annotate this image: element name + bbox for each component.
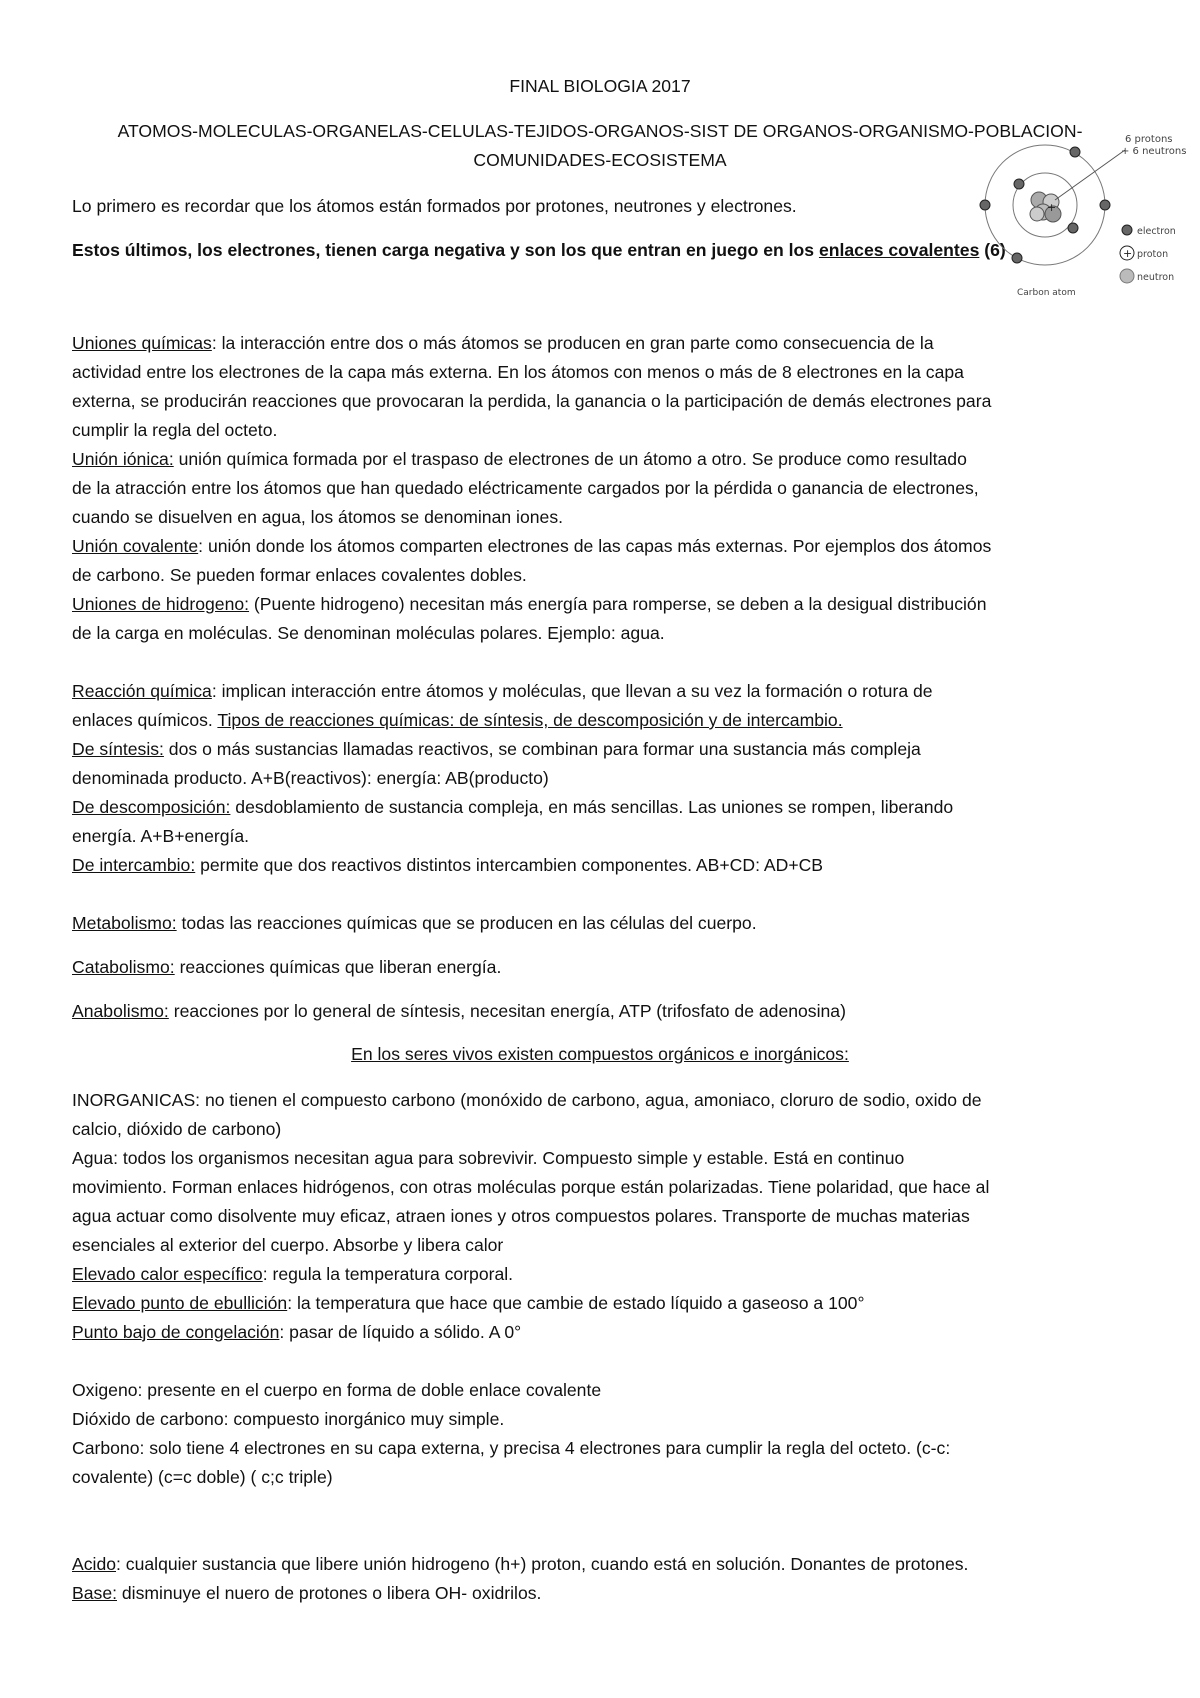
paragraph-line	[72, 793, 953, 822]
body-text: INORGANICAS: no tienen el compuesto carbono (monóxido de carbono, agua, amoniaco, cloruro de sodio, oxido de	[72, 1090, 982, 1110]
figure-caption: Carbon atom	[1017, 288, 1076, 298]
intro-line	[72, 236, 1006, 265]
paragraph-line	[72, 1086, 982, 1115]
body-text: Dióxido de carbono: compuesto inorgánico muy simple.	[72, 1409, 505, 1429]
body-text: dos o más sustancias llamadas reactivos, se combinan para formar una sustancia más compleja	[163, 739, 921, 759]
body-text: movimiento. Forman enlaces hidrógenos, con otras moléculas porque están polarizadas. Tiene polaridad, que hace al	[72, 1177, 990, 1197]
body-text: disminuye el nuero de protones o libera OH- oxidrilos.	[117, 1583, 542, 1603]
body-text: permite que dos reactivos distintos intercambien componentes. AB+CD: AD+CB	[195, 855, 824, 875]
paragraph-line	[72, 851, 823, 880]
term-heading: De intercambio:	[72, 855, 196, 875]
body-text: calcio, dióxido de carbono)	[72, 1119, 282, 1139]
carbon-atom-figure	[975, 120, 1187, 300]
paragraph-line	[72, 503, 563, 532]
paragraph-line	[72, 1260, 513, 1289]
paragraph-line	[72, 329, 934, 358]
body-text: : pasar de líquido a sólido. A 0°	[279, 1322, 522, 1342]
term-heading: De descomposición:	[72, 797, 231, 817]
document-title	[0, 72, 1200, 101]
body-text: (Puente hidrogeno) necesitan más energía para romperse, se deben a la desigual distribución	[249, 594, 987, 614]
term-heading: Unión covalente	[72, 536, 199, 556]
body-text: cuando se disuelven en agua, los átomos se denominan iones.	[72, 507, 564, 527]
electron-legend-icon	[1122, 225, 1132, 235]
paragraph-line	[72, 1202, 970, 1231]
paragraph-line	[72, 997, 846, 1026]
body-text: Agua: todos los organismos necesitan agua para sobrevivir. Compuesto simple y estable. Está en continuo	[72, 1148, 905, 1168]
nucleus	[1030, 192, 1061, 222]
paragraph-line	[72, 474, 979, 503]
covalent-bonds-term: enlaces covalentes	[818, 240, 980, 260]
body-text: enlaces químicos.	[72, 710, 218, 730]
term-heading: Unión iónica:	[72, 449, 174, 469]
term-heading: Acido	[72, 1554, 117, 1574]
paragraph-line	[72, 1289, 864, 1318]
title-text: FINAL BIOLOGIA 2017	[509, 76, 691, 96]
body-text: : regula la temperatura corporal.	[262, 1264, 514, 1284]
body-text: cumplir la regla del octeto.	[72, 420, 278, 440]
svg-text:+: +	[1047, 201, 1057, 214]
paragraph-line	[72, 677, 933, 706]
term-heading: Catabolismo:	[72, 957, 175, 977]
paragraph-line	[72, 1579, 541, 1608]
callout-text: + 6 neutrons	[1121, 146, 1187, 157]
intro-text: Lo primero es recordar que los átomos están formados por protones, neutrones y electrones.	[72, 196, 797, 216]
paragraph-line	[72, 619, 665, 648]
paragraph-line	[72, 416, 277, 445]
paragraph-line	[72, 706, 843, 735]
term-heading: Uniones de hidrogeno:	[72, 594, 250, 614]
paragraph-line	[72, 1318, 521, 1347]
paragraph-line	[72, 1115, 281, 1144]
body-text: : la interacción entre dos o más átomos se producen en gran parte como consecuencia de la	[211, 333, 934, 353]
paragraph-line	[72, 590, 986, 619]
paragraph-line	[72, 764, 549, 793]
svg-text:+: +	[1123, 247, 1133, 260]
paragraph-line	[72, 445, 967, 474]
body-text: esenciales al exterior del cuerpo. Absorbe y libera calor	[72, 1235, 504, 1255]
term-heading: Elevado calor específico	[72, 1264, 263, 1284]
body-text: covalente) (c=c doble) ( c;c triple)	[72, 1467, 333, 1487]
hierarchy-text-1: ATOMOS-MOLECULAS-ORGANELAS-CELULAS-TEJIDOS-ORGANOS-SIST DE ORGANOS-ORGANISMO-POBLACION-	[117, 121, 1083, 141]
body-text: energía. A+B+energía.	[72, 826, 250, 846]
body-text: unión química formada por el traspaso de electrones de un átomo a otro. Se produce como resultado	[173, 449, 967, 469]
paragraph-line	[72, 1463, 333, 1492]
body-text: Oxigeno: presente en el cuerpo en forma de doble enlace covalente	[72, 1380, 602, 1400]
term-heading: Metabolismo:	[72, 913, 177, 933]
body-text: actividad entre los electrones de la capa más externa. En los átomos con menos o más de 8 electrones en la capa	[72, 362, 964, 382]
callout-text: 6 protons	[1125, 134, 1173, 145]
paragraph-line	[72, 1434, 950, 1463]
intro-text: (6)	[979, 240, 1006, 260]
callout-line	[1055, 150, 1125, 200]
term-heading: Anabolismo:	[72, 1001, 169, 1021]
term-heading: Punto bajo de congelación	[72, 1322, 280, 1342]
body-text: : la temperatura que hace que cambie de estado líquido a gaseoso a 100°	[287, 1293, 865, 1313]
body-text: denominada producto. A+B(reactivos): energía: AB(producto)	[72, 768, 549, 788]
compounds-heading: En los seres vivos existen compuestos orgánicos e inorgánicos:	[351, 1044, 849, 1064]
paragraph-line	[72, 1173, 989, 1202]
body-text: de la atracción entre los átomos que han quedado eléctricamente cargados por la pérdida o ganancia de electrones,	[72, 478, 979, 498]
paragraph-line	[72, 1144, 904, 1173]
body-text: : unión donde los átomos comparten electrones de las capas más externas. Por ejemplos dos átomos	[198, 536, 992, 556]
paragraph-line	[72, 735, 921, 764]
paragraph-line	[72, 909, 757, 938]
legend-label: electron	[1137, 226, 1176, 237]
body-text: de la carga en moléculas. Se denominan moléculas polares. Ejemplo: agua.	[72, 623, 665, 643]
legend-label: proton	[1137, 249, 1169, 260]
paragraph-line	[72, 561, 527, 590]
paragraph-line	[72, 953, 501, 982]
term-heading: Base:	[72, 1583, 117, 1603]
term-heading: De síntesis:	[72, 739, 164, 759]
hierarchy-text-2: COMUNIDADES-ECOSISTEMA	[473, 150, 727, 170]
term-heading: Elevado punto de ebullición	[72, 1293, 288, 1313]
legend-label: neutron	[1137, 272, 1175, 283]
body-text: todas las reacciones químicas que se producen en las células del cuerpo.	[176, 913, 757, 933]
body-text: reacciones por lo general de síntesis, necesitan energía, ATP (trifosfato de adenosina)	[168, 1001, 846, 1021]
body-text: Carbono: solo tiene 4 electrones en su capa externa, y precisa 4 electrones para cumplir la regla del octeto. (c-c:	[72, 1438, 951, 1458]
section-heading	[0, 1040, 1200, 1069]
reaction-types-text: Tipos de reacciones químicas: de síntesis, de descomposición y de intercambio.	[217, 710, 843, 730]
body-text: de carbono. Se pueden formar enlaces covalentes dobles.	[72, 565, 527, 585]
paragraph-line	[72, 532, 991, 561]
intro-text: Estos últimos, los electrones, tienen carga negativa y son los que entran en juego en los	[72, 240, 819, 260]
body-text: desdoblamiento de sustancia compleja, en más sencillas. Las uniones se rompen, liberando	[230, 797, 954, 817]
neutron-legend-icon	[1120, 269, 1134, 283]
term-heading: Uniones químicas	[72, 333, 212, 353]
paragraph-line	[72, 1231, 503, 1260]
body-text: agua actuar como disolvente muy eficaz, atraen iones y otros compuestos polares. Transporte de muchas materias	[72, 1206, 970, 1226]
body-text: externa, se producirán reacciones que provocaran la perdida, la ganancia o la participación de demás electrones para	[72, 391, 992, 411]
paragraph-line	[72, 387, 991, 416]
body-text: reacciones químicas que liberan energía.	[174, 957, 502, 977]
intro-line	[72, 192, 797, 221]
paragraph-line	[72, 1376, 601, 1405]
paragraph-line	[72, 1405, 504, 1434]
paragraph-line	[72, 358, 964, 387]
body-text: : cualquier sustancia que libere unión hidrogeno (h+) proton, cuando está en solución. Donantes de protones.	[116, 1554, 969, 1574]
term-heading: Reacción química	[72, 681, 212, 701]
paragraph-line	[72, 822, 249, 851]
body-text: : implican interacción entre átomos y moléculas, que llevan a su vez la formación o rotura de	[211, 681, 933, 701]
paragraph-line	[72, 1550, 968, 1579]
atom-diagram	[975, 120, 1187, 300]
